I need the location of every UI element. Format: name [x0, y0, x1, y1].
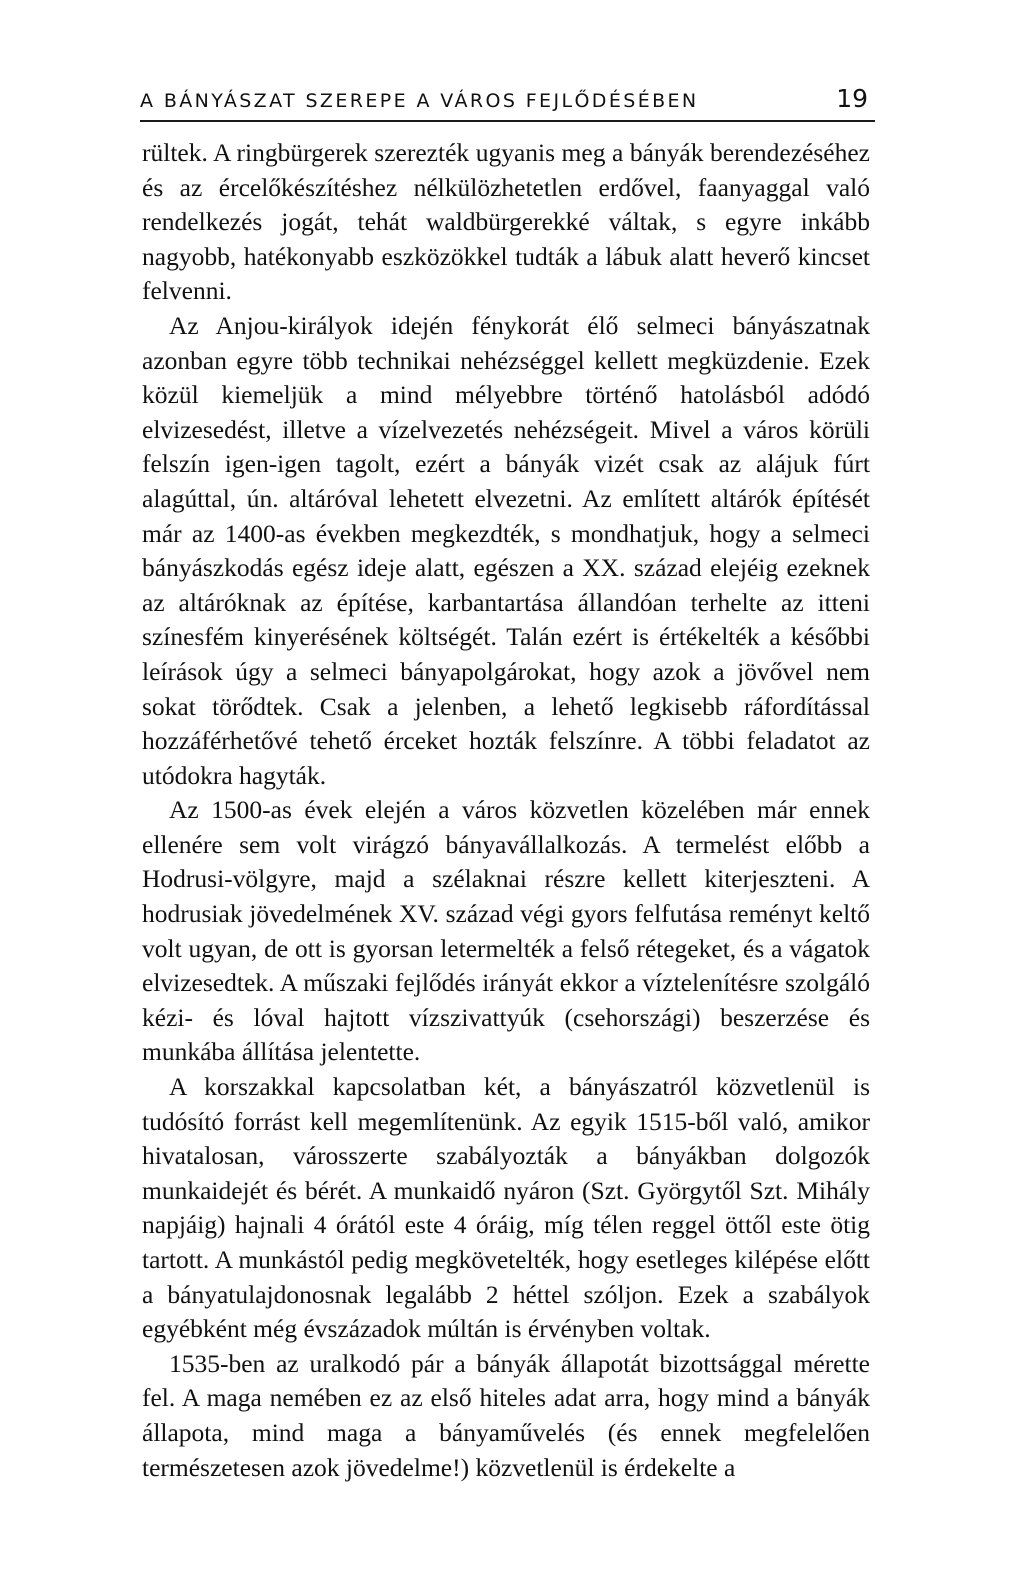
header-rule: [140, 120, 875, 122]
paragraph-1: rültek. A ringbürgerek szerezték ugyanis meg a bányák berendezéséhez és az ércelőkészítéshez nélkülözhetetlen erdővel, faanyaggal való rendelkezés jogát, tehát waldbürgerekké váltak, s egyre inkább nagyobb, hatékonyabb eszközökkel tudták a lábuk alatt heverő kincset felvenni.: [142, 138, 870, 306]
running-head-title: A BÁNYÁSZAT SZEREPE A VÁROS FEJLŐDÉSÉBEN: [140, 90, 699, 112]
paragraph-3: Az 1500-as évek elején a város közvetlen közelében már ennek ellenére sem volt virágzó bányavállalkozás. A termelést előbb a Hodrusi-völgyre, majd a szélaknai részre kellett kiterjeszteni. A hodrusiak jövedelmének XV. század végi gyors felfutása reményt keltő volt ugyan, de ott is gyorsan letermelték a felső rétegeket, és a vágatok elvizesedtek. A műszaki fejlődés irányát ekkor a víztelenítésre szolgáló kézi- és lóval hajtott vízszivattyúk (csehországi) beszerzése és munkába állítása jelentette.: [142, 795, 870, 1067]
paragraph-2: Az Anjou-királyok idején fénykorát élő selmeci bányászatnak azonban egyre több technikai nehézséggel kellett megküzdenie. Ezek közül kiemeljük a mind mélyebbre történő hatolásból adódó elvizesedést, illetve a vízelvezetés nehézségeit. Mivel a város körüli felszín igen-igen tagolt, ezért a bányák vizét csak az alájuk fúrt alagúttal, ún. altáróval lehetett elvezetni. Az említett altárók építését már az 1400-as években megkezdték, s mondhatjuk, hogy a selmeci bányászkodás egész ideje alatt, egészen a XX. század elejéig ezeknek az altáróknak az építése, karbantartása állandóan terhelte az itteni színesfém kinyerésének költségét. Talán ezért is értékelték a későbbi leírások úgy a selmeci bányapolgárokat, hogy azok a jövővel nem sokat törődtek. Csak a jelenben, a lehető legkisebb ráfordítással hozzáférhetővé tehető érceket hozták felszínre. A többi feladatot az utódokra hagyták.: [142, 310, 870, 790]
paragraph-4: A korszakkal kapcsolatban két, a bányászatról közvetlenül is tudósító forrást kell megemlítenünk. Az egyik 1515-ből való, amikor hivatalosan, városszerte szabályozták a bányákban dolgozók munkaidejét és bérét. A munkaidő nyáron (Szt. Györgytől Szt. Mihály napjáig) hajnali 4 órától este 4 óráig, míg télen reggel öttől este ötig tartott. A munkástól pedig megkövetelték, hogy esetleges kilépése előtt a bányatulajdonosnak legalább 2 héttel szóljon. Ezek a szabályok egyébként még évszázadok múltán is érvényben voltak.: [142, 1072, 870, 1344]
page-number: 19: [836, 84, 868, 113]
body-text: [142, 136, 870, 1485]
paragraph-5: 1535-ben az uralkodó pár a bányák állapotát bizottsággal mérette fel. A maga nemében ez az első hiteles adat arra, hogy mind a bányák állapota, mind maga a bányaművelés (és ennek megfelelően természetesen azok jövedelme!) közvetlenül is érdekelte a: [142, 1348, 870, 1482]
running-head: [140, 80, 868, 120]
